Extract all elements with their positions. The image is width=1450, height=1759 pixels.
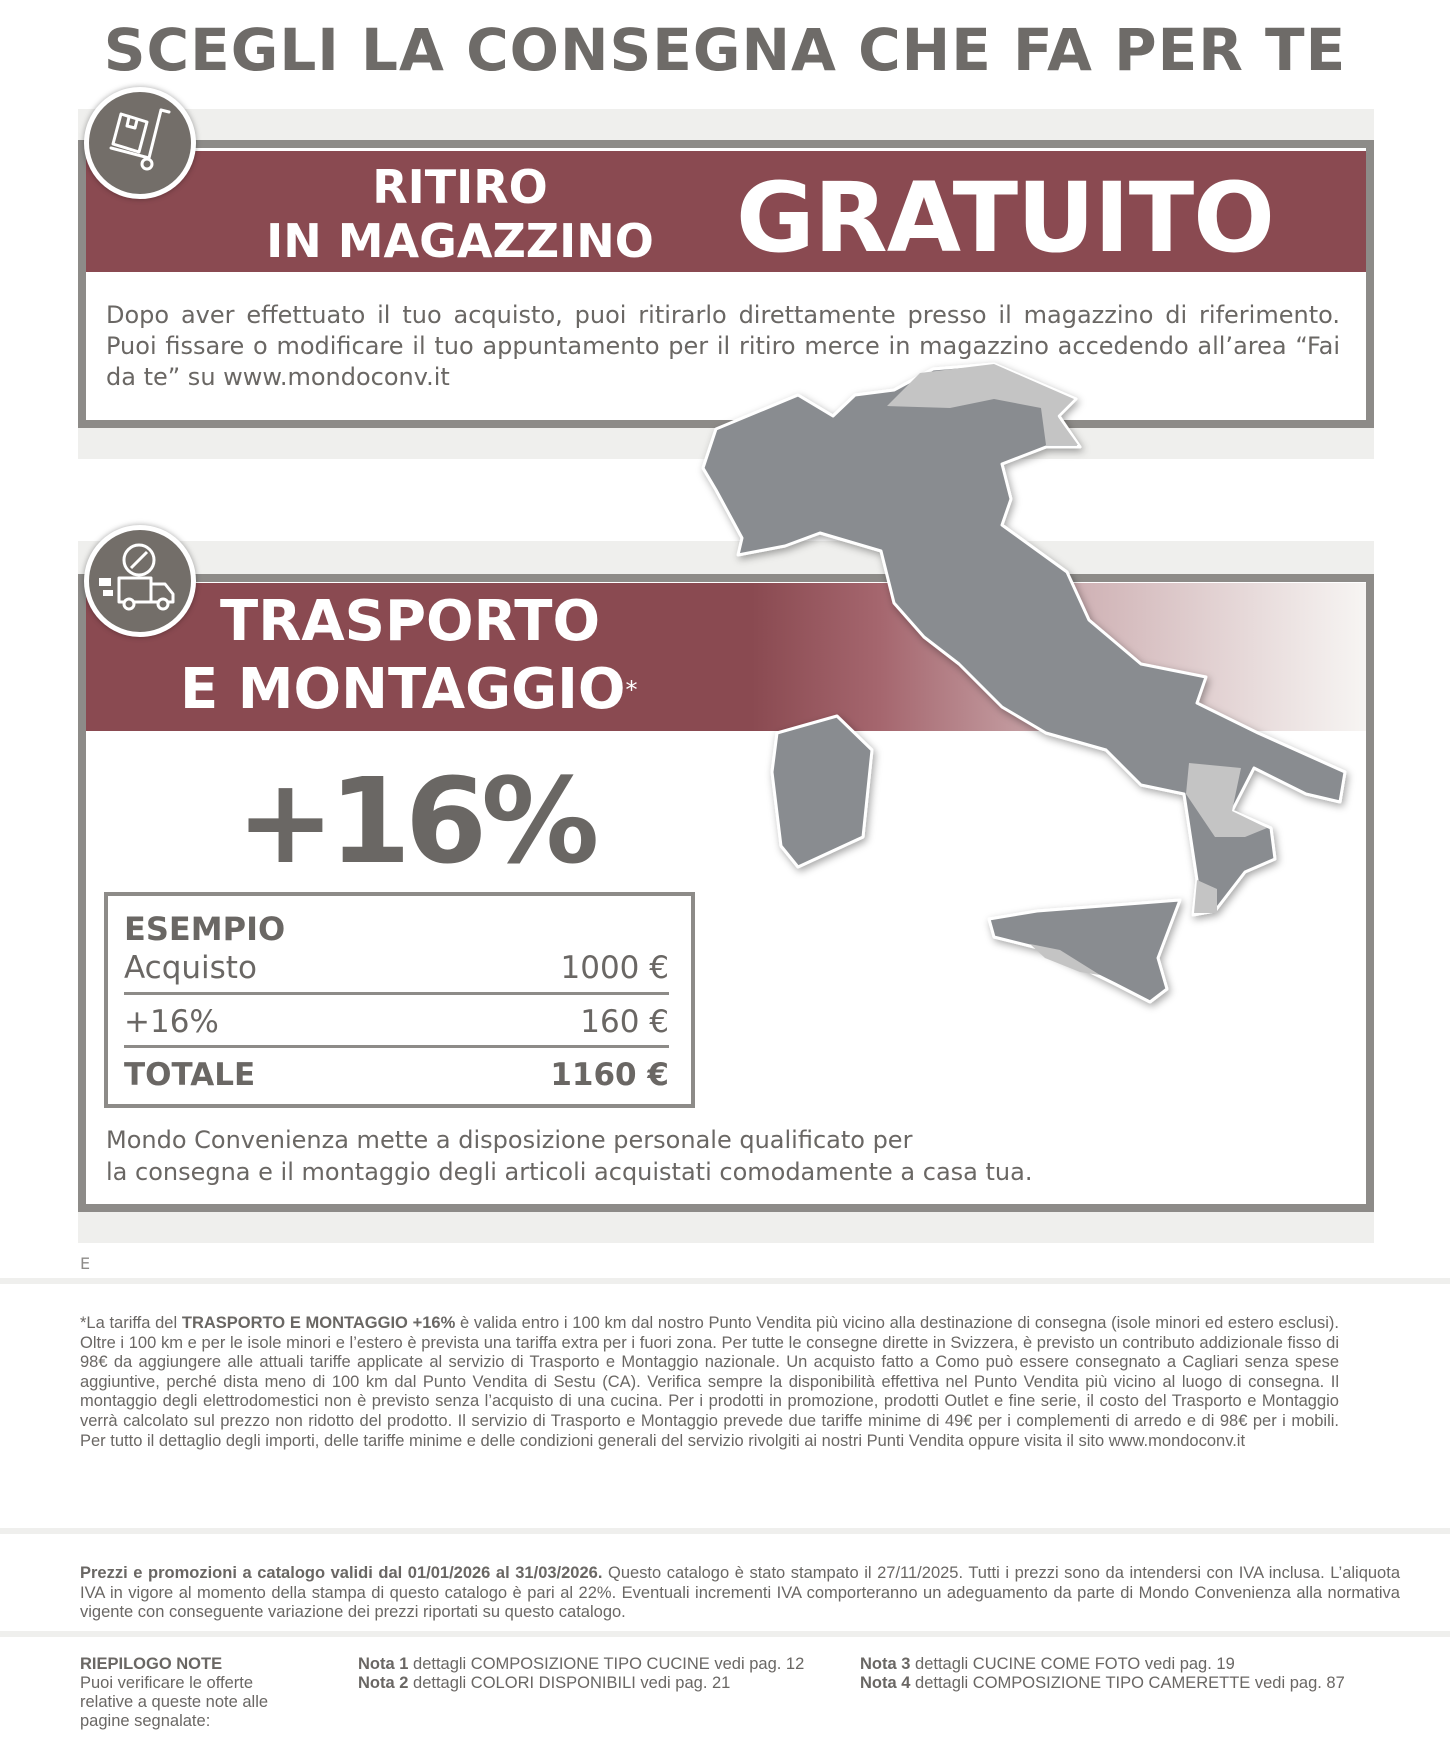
validity-bold: Prezzi e promozioni a catalogo validi dal 01/01/2026 al 31/03/2026. xyxy=(80,1564,603,1582)
row-value: 1160 € xyxy=(550,1057,669,1093)
trasporto-description-line2: la consegna e il montaggio degli articoli acquistati comodamente a casa tua. xyxy=(106,1158,1033,1186)
notes-subtitle: Puoi verificare le offerte relative a queste note alle pagine segnalate: xyxy=(80,1674,269,1730)
footnote-prefix: *La tariffa del xyxy=(80,1314,182,1332)
example-table xyxy=(104,892,695,1108)
note-item: Nota 4 dettagli COMPOSIZIONE TIPO CAMERETTE vedi pag. 87 xyxy=(860,1674,1345,1692)
hand-truck-icon xyxy=(84,87,196,199)
page-title: SCEGLI LA CONSEGNA CHE FA PER TE xyxy=(103,16,1347,84)
ritiro-heading xyxy=(200,160,720,268)
notes-list-right xyxy=(860,1655,1345,1693)
row-label: Acquisto xyxy=(124,950,257,986)
ritiro-description: Dopo aver effettuato il tuo acquisto, puoi ritirarlo direttamente presso il magazzino di riferimento. Puoi fissare o modificare il tuo appuntamento per il ritiro merce in magazzino accedendo all’area “Fai da te” su www.mondoconv.it xyxy=(106,301,1340,391)
footnote-bold: TRASPORTO E MONTAGGIO +16% xyxy=(181,1314,456,1332)
note-item: Nota 2 dettagli COLORI DISPONIBILI vedi pag. 21 xyxy=(358,1674,731,1692)
example-row-total xyxy=(124,1048,669,1100)
notes-summary xyxy=(80,1655,336,1731)
trasporto-description xyxy=(106,1124,1032,1188)
ritiro-price: GRATUITO xyxy=(736,162,1274,274)
delivery-truck-wrench-icon xyxy=(84,525,196,637)
notes-list-left xyxy=(358,1655,804,1693)
notes-title: RIEPILOGO NOTE xyxy=(80,1655,223,1673)
trasporto-description-line1: Mondo Convenienza mette a disposizione personale qualificato per xyxy=(106,1126,913,1154)
page-marker: E xyxy=(80,1254,91,1273)
validity-text: Questo catalogo è stato stampato il 27/11/2025. Tutti i prezzi sono da intendersi con IVA inclusa. L’aliquota IVA in vigore al momento della stampa di questo catalogo è pari al 22%. Eventuali incrementi IVA comporteranno un adeguamento da parte di Mondo Convenienza alla normativa vigente con conseguente variazione dei prezzi riportati su questo catalogo. xyxy=(80,1564,1400,1622)
trasporto-heading-line2: E MONTAGGIO xyxy=(180,657,626,722)
trasporto-heading xyxy=(180,588,638,724)
trasporto-heading-line1: TRASPORTO xyxy=(220,589,601,654)
asterisk: * xyxy=(625,676,638,704)
divider xyxy=(0,1528,1450,1534)
divider xyxy=(0,1278,1450,1284)
row-value: 160 € xyxy=(580,1004,669,1040)
ritiro-heading-line2: IN MAGAZZINO xyxy=(266,214,654,268)
ritiro-heading-line1: RITIRO xyxy=(372,160,548,214)
validity-note xyxy=(80,1564,1400,1623)
example-row xyxy=(124,995,669,1048)
percent-surcharge: +16% xyxy=(236,752,594,890)
divider xyxy=(0,1631,1450,1637)
note-item: Nota 1 dettagli COMPOSIZIONE TIPO CUCINE vedi pag. 12 xyxy=(358,1655,805,1673)
row-label: TOTALE xyxy=(124,1057,256,1093)
footnote-text: è valida entro i 100 km dal nostro Punto Vendita più vicino alla destinazione di consegna (isole minori ed estero esclusi). Oltre i 100 km e per le isole minori e l’estero è prevista una tariffa extra per i fuori zona. Per tutte le consegne dirette in Svizzera, è previsto un contributo addizionale fisso di 98€ da aggiungere alle attuali tariffe applicate al servizio di Trasporto e Montaggio nazionale. Un acquisto fatto a Como può essere consegnato a Cagliari senza spese aggiuntive, perché dista meno di 100 km dal Punto Vendita di Sestu (CA). Verifica sempre la disponibilità effettiva nel Punto Vendita più vicino al luogo di consegna. Il montaggio degli elettrodomestici non è previsto senza l’acquisto di una cucina. Per i prodotti in promozione, prodotti Outlet e fine serie, il costo del Trasporto e Montaggio verrà calcolato sul prezzo non ridotto del prodotto. Il servizio di Trasporto e Montaggio prevede due tariffe minime di 49€ per i complementi di arredo e di 98€ per i mobili. Per tutto il dettaglio degli importi, delle tariffe minime e delle condizioni generali del servizio rivolgiti ai nostri Punti Vendita oppure visita il sito www.mondoconv.it xyxy=(80,1314,1340,1450)
example-row xyxy=(124,948,669,995)
note-item: Nota 3 dettagli CUCINE COME FOTO vedi pag. 19 xyxy=(860,1655,1235,1673)
footnote xyxy=(80,1314,1339,1451)
example-title: ESEMPIO xyxy=(124,910,286,948)
row-label: +16% xyxy=(124,1004,219,1040)
row-value: 1000 € xyxy=(560,950,669,986)
